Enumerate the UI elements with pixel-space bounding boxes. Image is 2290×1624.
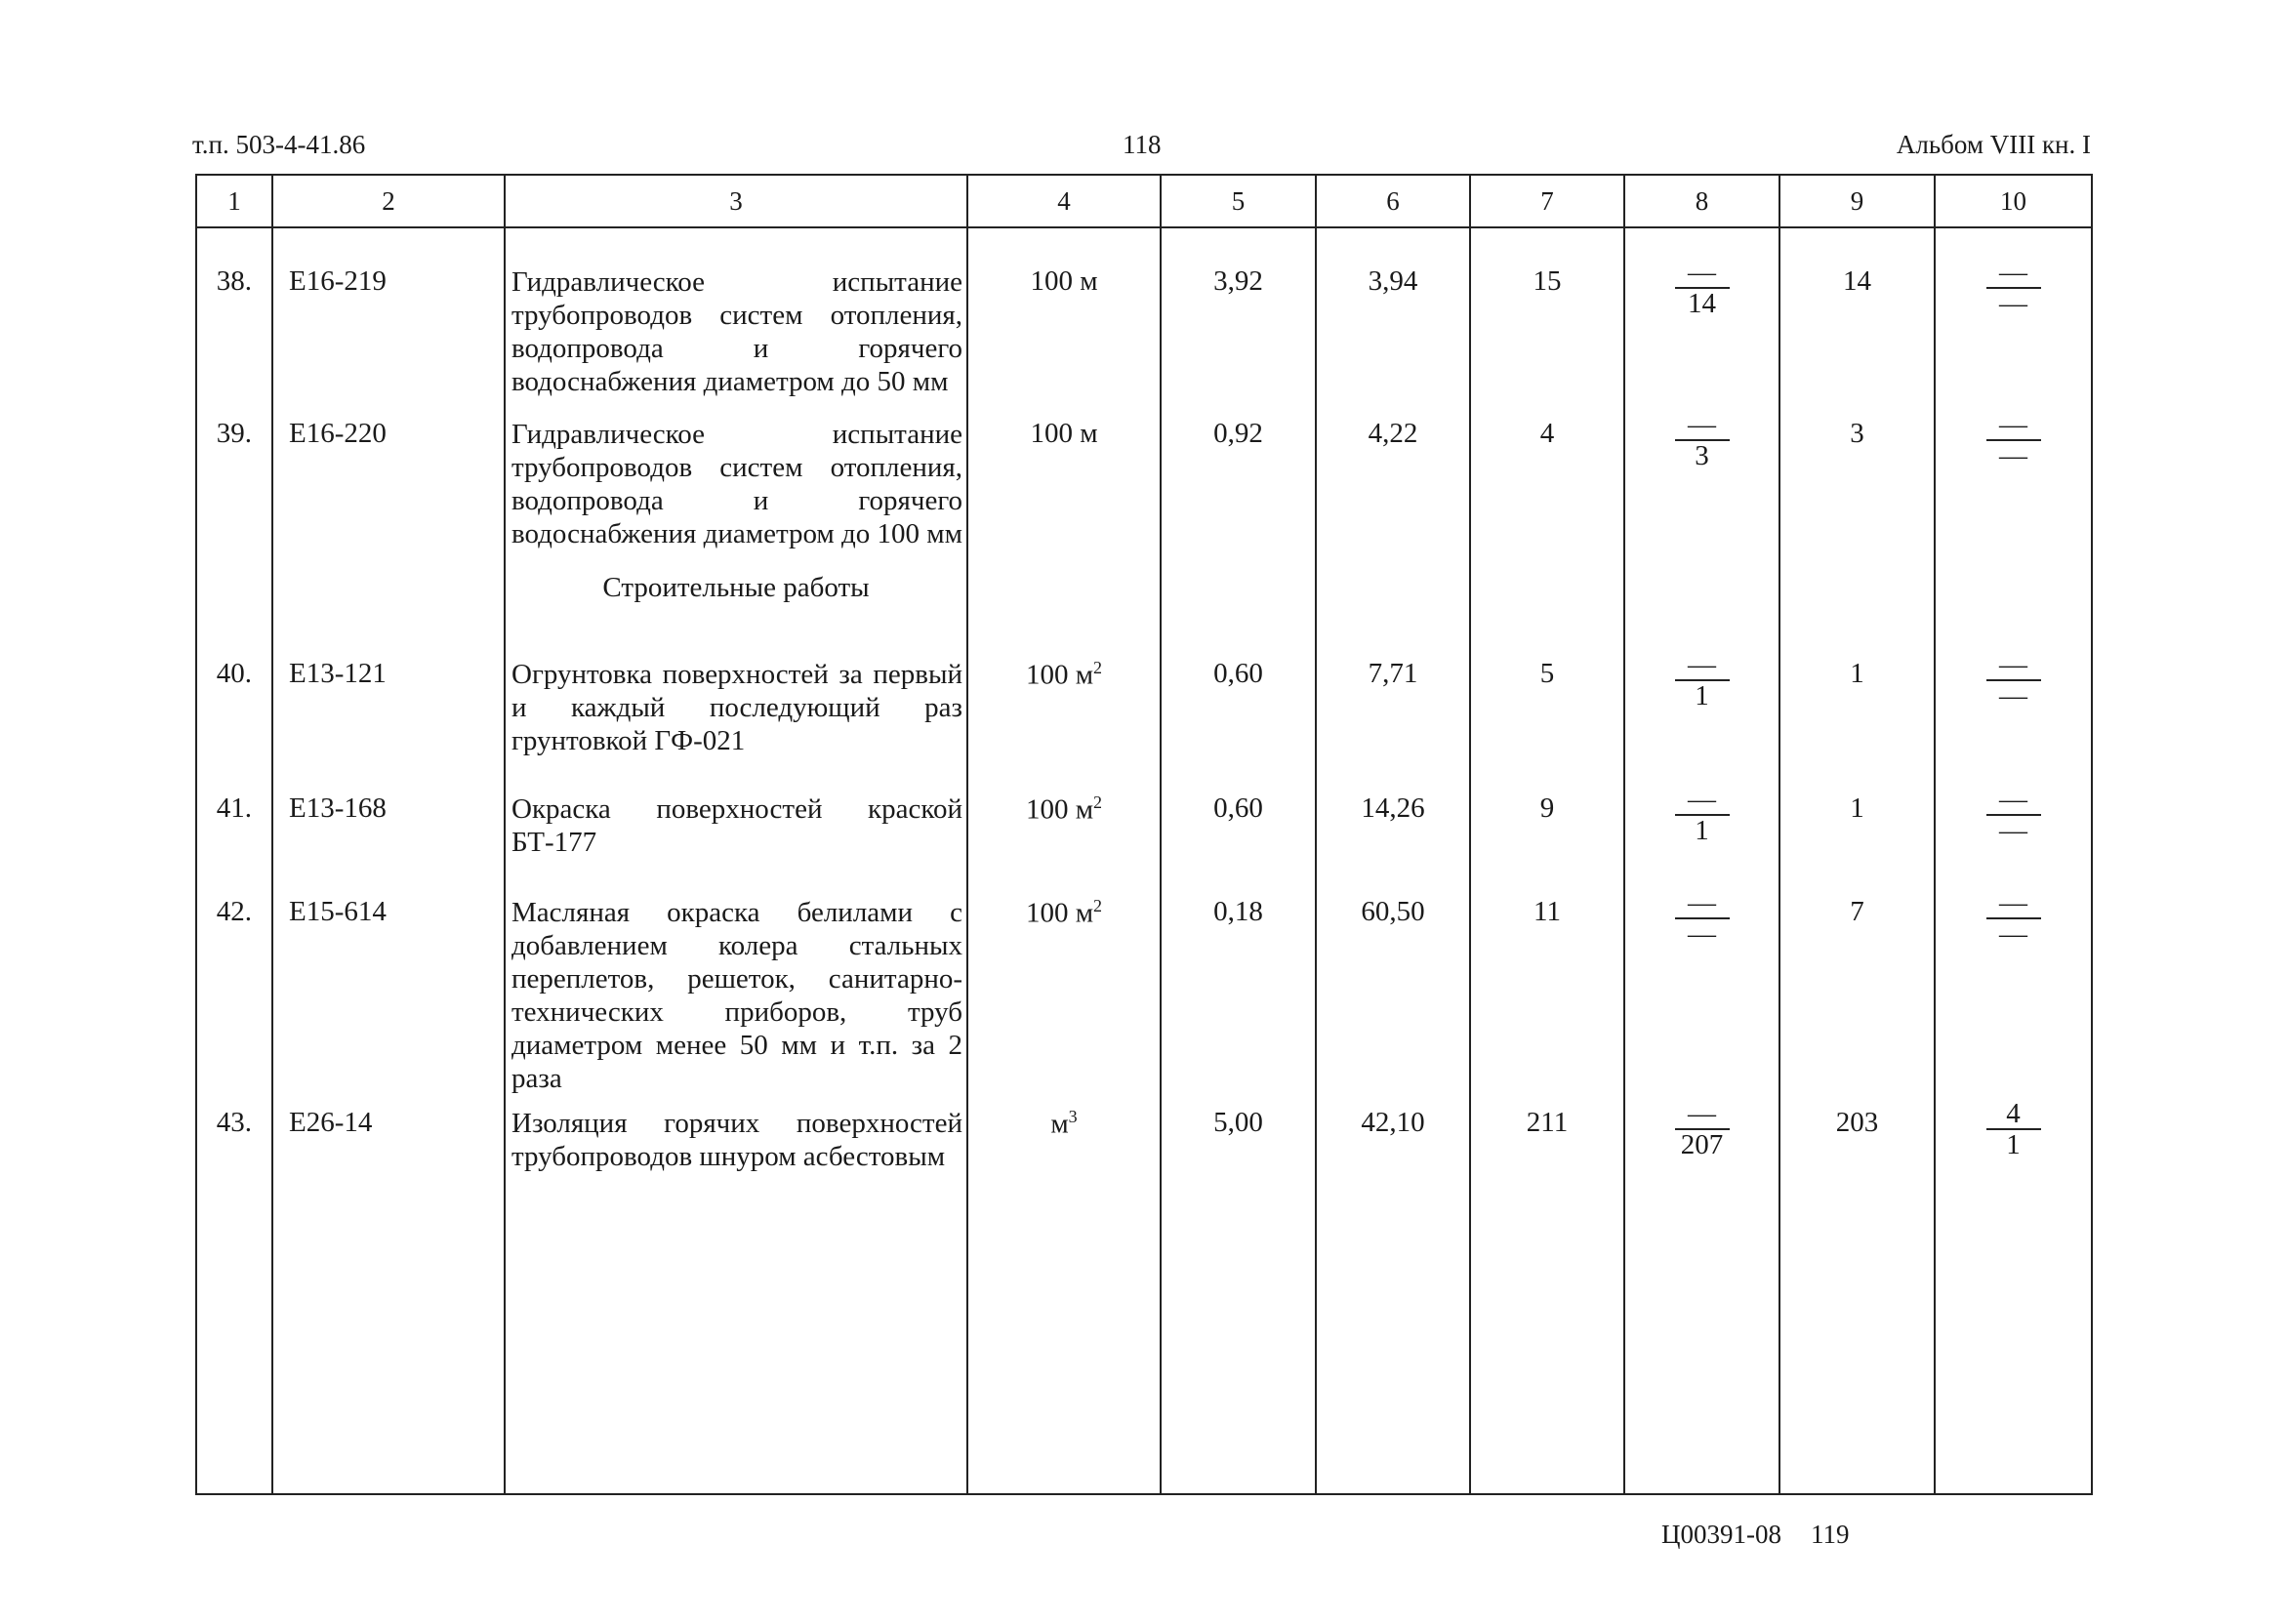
unit-cost: 3,94 <box>1316 227 1470 398</box>
column-header: 7 <box>1470 175 1624 227</box>
fraction-top: — <box>1675 258 1730 289</box>
work-description: Огрунтовка поверхностей за первый и каждый последующий раз грунтовкой ГФ-021 <box>505 640 967 777</box>
fraction-bottom: — <box>1999 288 2027 319</box>
footer-page: 119 <box>1811 1520 1850 1549</box>
column-header: 1 <box>196 175 272 227</box>
quantity: 3,92 <box>1161 227 1316 398</box>
unit <box>967 777 1161 882</box>
fraction-bottom: — <box>1999 680 2027 711</box>
table-row <box>196 882 2092 1095</box>
unit-cost: 7,71 <box>1316 640 1470 777</box>
fraction-top: — <box>1675 650 1730 681</box>
col9-value: 1 <box>1779 777 1935 882</box>
quantity: 0,92 <box>1161 398 1316 566</box>
norm-code: Е26-14 <box>272 1095 505 1494</box>
unit-text: 100 м <box>1030 265 1098 297</box>
unit <box>967 882 1161 1095</box>
norm-code: Е16-219 <box>272 227 505 398</box>
work-description: Гидравлическое испытание трубопроводов систем отопления, водопровода и горячего водоснабжения диаметром до 100 мм <box>505 398 967 566</box>
col10-fraction <box>1935 227 2092 398</box>
work-description: Гидравлическое испытание трубопроводов систем отопления, водопровода и горячего водоснабжения диаметром до 50 мм <box>505 227 967 398</box>
col10-fraction <box>1935 777 2092 882</box>
fraction-top: — <box>1986 258 2041 289</box>
row-number: 43. <box>196 1095 272 1494</box>
section-title: Строительные работы <box>505 566 967 640</box>
unit-exponent: 2 <box>1093 792 1103 812</box>
unit-cost: 60,50 <box>1316 882 1470 1095</box>
fraction-bottom: 14 <box>1688 288 1716 319</box>
quantity: 5,00 <box>1161 1095 1316 1494</box>
norm-code: Е13-168 <box>272 777 505 882</box>
unit-cost: 14,26 <box>1316 777 1470 882</box>
fraction-top: — <box>1675 888 1730 919</box>
column-header: 6 <box>1316 175 1470 227</box>
fraction-top: — <box>1675 1099 1730 1130</box>
fraction-top: — <box>1986 888 2041 919</box>
unit <box>967 1095 1161 1494</box>
footer-code: Ц00391-08 <box>1661 1520 1781 1549</box>
col10-fraction <box>1935 882 2092 1095</box>
unit-text: 100 м <box>1025 897 1094 929</box>
quantity: 0,18 <box>1161 882 1316 1095</box>
row-number: 39. <box>196 398 272 566</box>
column-header: 2 <box>272 175 505 227</box>
table-row <box>196 227 2092 398</box>
col8-fraction <box>1624 1095 1779 1494</box>
fraction-bottom: 1 <box>2006 1129 2021 1160</box>
col8-fraction <box>1624 882 1779 1095</box>
unit-exponent: 3 <box>1068 1107 1078 1126</box>
fraction-bottom: — <box>1999 440 2027 471</box>
unit-text: 100 м <box>1025 793 1094 826</box>
unit <box>967 227 1161 398</box>
column-header: 3 <box>505 175 967 227</box>
unit-cost: 4,22 <box>1316 398 1470 566</box>
col8-fraction <box>1624 227 1779 398</box>
column-header: 4 <box>967 175 1161 227</box>
total-cost: 9 <box>1470 777 1624 882</box>
fraction-top: — <box>1986 410 2041 441</box>
fraction-bottom: 3 <box>1695 440 1709 471</box>
unit-text: 100 м <box>1025 659 1094 691</box>
table-row <box>196 1095 2092 1494</box>
album-label: Альбом VIII кн. I <box>1896 130 2091 159</box>
unit-exponent: 2 <box>1093 658 1103 677</box>
fraction-top: — <box>1986 650 2041 681</box>
unit <box>967 640 1161 777</box>
total-cost: 11 <box>1470 882 1624 1095</box>
norm-code: Е13-121 <box>272 640 505 777</box>
total-cost: 4 <box>1470 398 1624 566</box>
col10-fraction <box>1935 1095 2092 1494</box>
col9-value: 7 <box>1779 882 1935 1095</box>
col8-fraction <box>1624 640 1779 777</box>
col8-fraction <box>1624 777 1779 882</box>
fraction-bottom: — <box>1999 815 2027 846</box>
table-row <box>196 777 2092 882</box>
col9-value: 1 <box>1779 640 1935 777</box>
column-header: 10 <box>1935 175 2092 227</box>
quantity: 0,60 <box>1161 777 1316 882</box>
work-description: Изоляция горячих поверхностей трубопроводов шнуром асбестовым <box>505 1095 967 1494</box>
row-number: 38. <box>196 227 272 398</box>
col10-fraction <box>1935 640 2092 777</box>
row-number: 42. <box>196 882 272 1095</box>
work-description: Масляная окраска белилами с добавлением колера стальных переплетов, решеток, санитарно-технических приборов, труб диаметром менее 50 мм и т.п. за 2 раза <box>505 882 967 1095</box>
fraction-bottom: — <box>1999 918 2027 950</box>
unit-exponent: 2 <box>1093 896 1103 915</box>
fraction-bottom: — <box>1688 918 1716 950</box>
norm-code: Е16-220 <box>272 398 505 566</box>
fraction-bottom: 207 <box>1680 1129 1724 1160</box>
column-header-row <box>196 175 2092 227</box>
quantity: 0,60 <box>1161 640 1316 777</box>
footer <box>1661 1515 1879 1554</box>
column-header: 9 <box>1779 175 1935 227</box>
document-code: т.п. 503-4-41.86 <box>192 130 366 159</box>
col9-value: 14 <box>1779 227 1935 398</box>
col9-value: 3 <box>1779 398 1935 566</box>
section-row <box>196 566 2092 640</box>
estimate-table <box>195 174 2093 1495</box>
row-number: 40. <box>196 640 272 777</box>
col9-value: 203 <box>1779 1095 1935 1494</box>
total-cost: 5 <box>1470 640 1624 777</box>
fraction-top: 4 <box>1986 1099 2041 1130</box>
norm-code: Е15-614 <box>272 882 505 1095</box>
work-description: Окраска поверхностей краской БТ-177 <box>505 777 967 882</box>
col10-fraction <box>1935 398 2092 566</box>
total-cost: 15 <box>1470 227 1624 398</box>
unit-text: 100 м <box>1030 418 1098 449</box>
unit <box>967 398 1161 566</box>
fraction-top: — <box>1986 785 2041 816</box>
fraction-bottom: 1 <box>1695 680 1709 711</box>
unit-cost: 42,10 <box>1316 1095 1470 1494</box>
fraction-top: — <box>1675 410 1730 441</box>
total-cost: 211 <box>1470 1095 1624 1494</box>
unit-text: м <box>1050 1108 1069 1140</box>
row-number: 41. <box>196 777 272 882</box>
table-row <box>196 640 2092 777</box>
page-number: 118 <box>1123 130 1162 159</box>
fraction-top: — <box>1675 785 1730 816</box>
column-header: 5 <box>1161 175 1316 227</box>
fraction-bottom: 1 <box>1695 815 1709 846</box>
table-row <box>196 398 2092 566</box>
col8-fraction <box>1624 398 1779 566</box>
column-header: 8 <box>1624 175 1779 227</box>
